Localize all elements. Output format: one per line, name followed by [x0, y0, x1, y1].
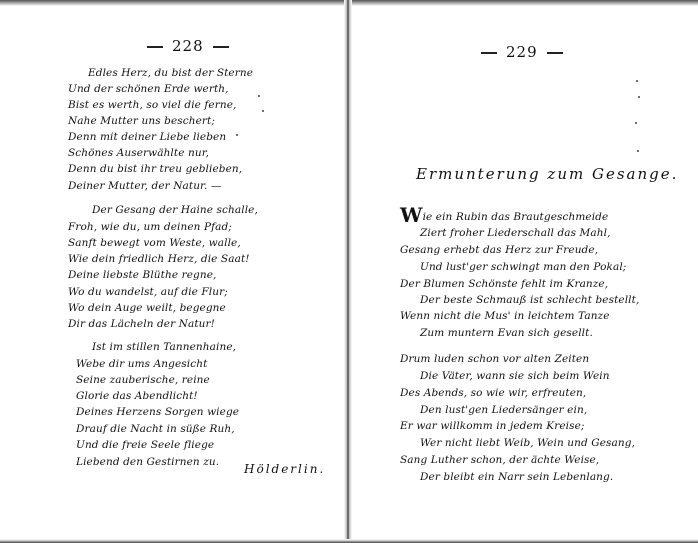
paper-speck	[637, 150, 639, 152]
page-number-left	[138, 37, 238, 55]
verse-line-text: ie ein Rubin das Brautgeschmeide	[422, 211, 609, 223]
paper-speck	[258, 95, 260, 97]
right-page	[350, 0, 698, 543]
verse-line: Deines Herzens Sorgen wiege	[76, 406, 240, 418]
verse-line: Drum luden schon vor alten Zeiten	[400, 353, 590, 365]
verse-line: Froh, wie du, um deinen Pfad;	[68, 221, 232, 233]
page-number-right	[472, 43, 572, 61]
verse-line: Denn du bist ihr treu geblieben,	[68, 163, 243, 175]
page-number-text: 229	[506, 43, 538, 61]
poem-title: Ermunterung zum Gesange.	[416, 165, 679, 183]
author-signature: Hölderlin.	[244, 462, 326, 476]
verse-line: Und lust'ger schwingt man den Pokal;	[420, 261, 627, 273]
verse-line: Dir das Lächeln der Natur!	[68, 318, 215, 330]
verse-line: Wenn nicht die Mus' in leichtem Tanze	[400, 310, 610, 322]
verse-line: Sanft bewegt vom Weste, walle,	[68, 237, 241, 249]
verse-line: Ziert froher Liederschall das Mahl,	[420, 227, 611, 239]
left-page	[0, 0, 348, 543]
paper-speck	[636, 80, 638, 82]
verse-line: Sang Luther schon, der ächte Weise,	[400, 454, 600, 466]
verse-line: Den lust'gen Liedersänger ein,	[420, 404, 588, 416]
verse-line: Und die freie Seele fliege	[76, 439, 215, 451]
verse-line: Bist es werth, so viel die ferne,	[68, 99, 237, 111]
verse-line: Ist im stillen Tannenhaine,	[92, 341, 237, 353]
verse-line: Glorie das Abendlicht!	[76, 390, 198, 402]
verse-line-first	[400, 203, 609, 227]
paper-speck	[262, 110, 264, 112]
verse-line: Seine zauberische, reine	[76, 374, 210, 386]
dash	[481, 52, 497, 54]
verse-line: Schönes Auserwählte nur,	[68, 147, 210, 159]
verse-line: Webe dir ums Angesicht	[76, 358, 208, 370]
verse-line: Der Blumen Schönste fehlt im Kranze,	[400, 278, 609, 290]
verse-line: Er war willkomm in jedem Kreise;	[400, 420, 585, 432]
drop-cap: W	[400, 203, 423, 227]
verse-line: Liebend den Gestirnen zu.	[76, 456, 220, 468]
paper-speck	[635, 122, 637, 124]
verse-line: Nahe Mutter uns beschert;	[68, 115, 215, 127]
verse-line: Deine liebste Blüthe regne,	[68, 269, 217, 281]
verse-line: Der bleibt ein Narr sein Lebenlang.	[420, 471, 614, 483]
verse-line: Der Gesang der Haine schalle,	[92, 204, 258, 216]
verse-line: Gesang erhebt das Herz zur Freude,	[400, 244, 599, 256]
verse-line: Deiner Mutter, der Natur. —	[68, 180, 222, 192]
verse-line: Denn mit deiner Liebe lieben	[68, 131, 227, 143]
verse-line: Wo dein Auge weilt, begegne	[68, 302, 226, 314]
paper-speck	[638, 96, 640, 98]
page-number-text: 228	[172, 37, 204, 55]
verse-line: Wie dein friedlich Herz, die Saat!	[68, 253, 250, 265]
verse-line: Wo du wandelst, auf die Flur;	[68, 286, 228, 298]
verse-line: Drauf die Nacht in süße Ruh,	[76, 423, 235, 435]
verse-line: Zum muntern Evan sich gesellt.	[420, 327, 593, 339]
verse-line: Des Abends, so wie wir, erfreuten,	[400, 387, 587, 399]
verse-line: Wer nicht liebt Weib, Wein und Gesang,	[420, 437, 636, 449]
verse-line: Edles Herz, du bist der Sterne	[88, 67, 254, 79]
dash	[147, 46, 163, 48]
dash	[213, 46, 229, 48]
verse-line: Die Väter, wann sie sich beim Wein	[420, 370, 610, 382]
verse-line: Der beste Schmauß ist schlecht bestellt,	[420, 294, 640, 306]
verse-line: Und der schönen Erde werth,	[68, 83, 229, 95]
dash	[547, 52, 563, 54]
page-bottom-edge	[0, 539, 698, 543]
paper-speck	[236, 134, 238, 136]
